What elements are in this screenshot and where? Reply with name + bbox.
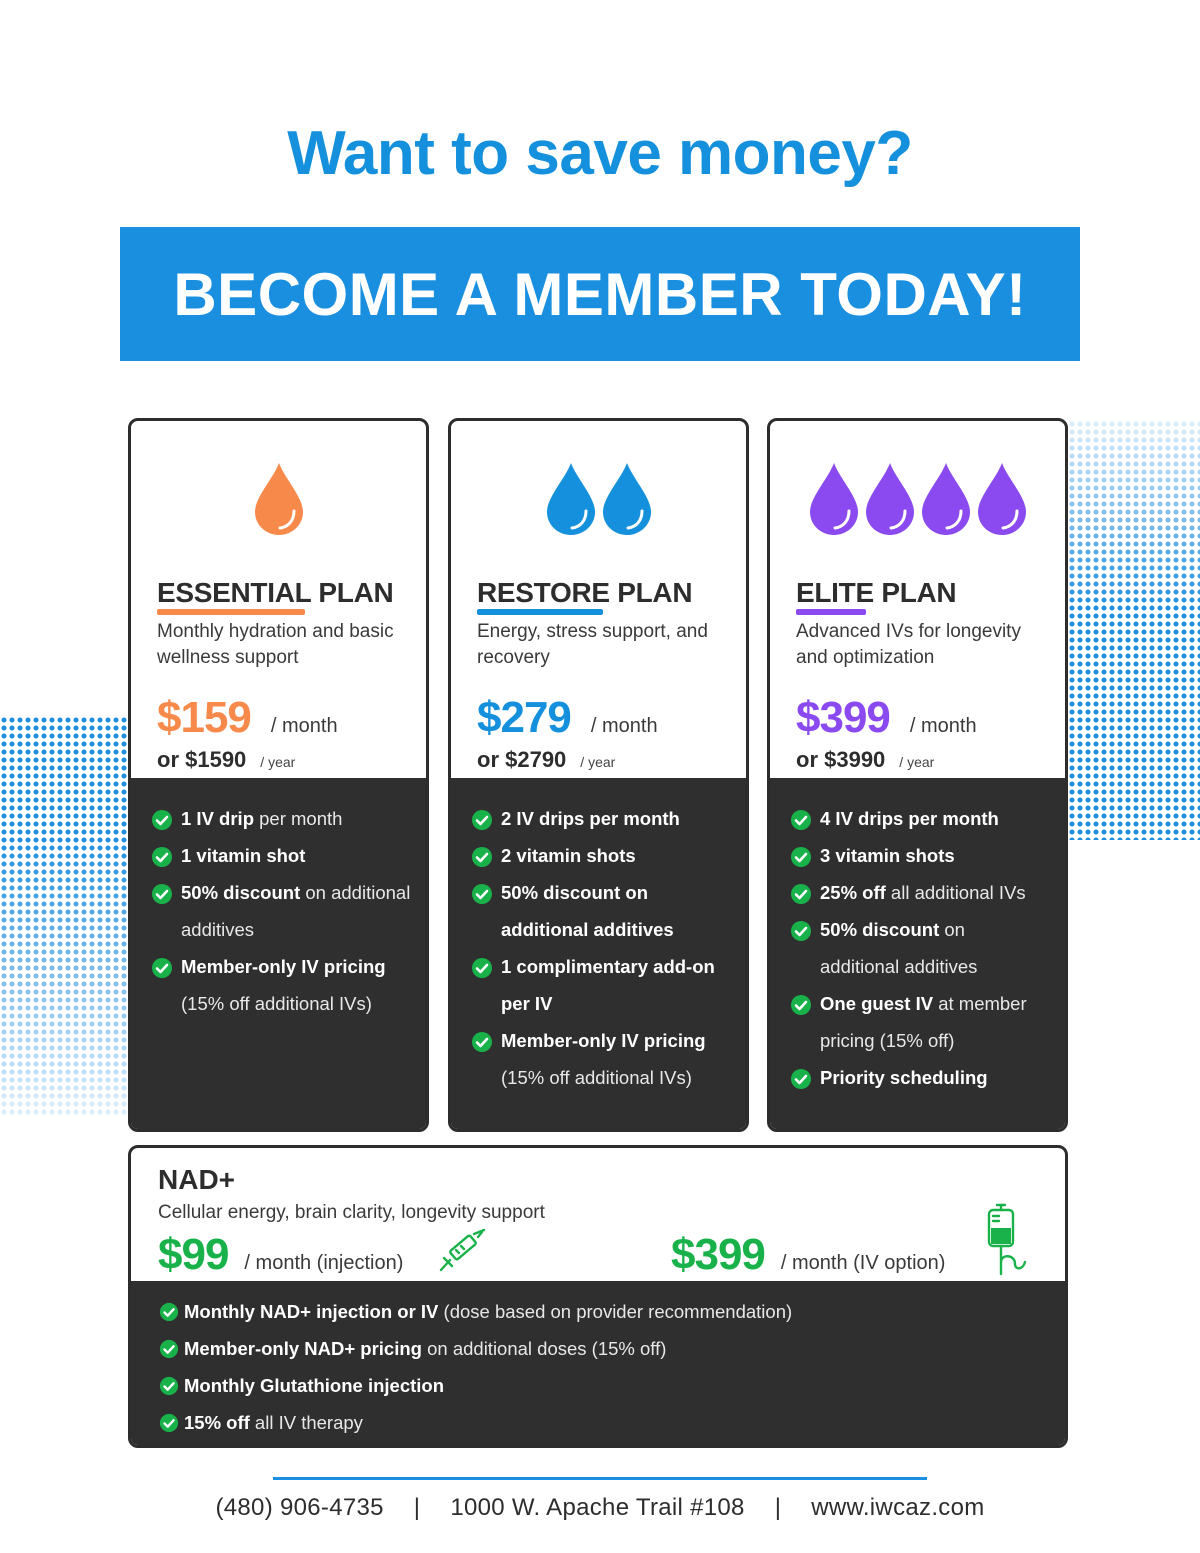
check-icon — [790, 809, 812, 831]
year-price-unit: / year — [580, 754, 616, 770]
dot-pattern-right — [1068, 420, 1200, 840]
feature-text: all IV therapy — [249, 1412, 363, 1433]
check-icon — [790, 1068, 812, 1090]
feature-item — [790, 800, 1065, 837]
price-amount: $399 — [671, 1230, 765, 1279]
water-drop-icon — [600, 461, 654, 537]
feature-text: (dose based on provider recommendation) — [438, 1301, 793, 1322]
price-unit: / month (IV option) — [780, 1252, 946, 1274]
headline: Want to save money? — [287, 119, 913, 188]
nad-description: Cellular energy, brain clarity, longevity support — [158, 1202, 545, 1223]
feature-list — [451, 778, 746, 1132]
feature-bold: Member-only IV pricing — [181, 956, 386, 977]
title-underline — [477, 609, 603, 615]
feature-bold: 1 IV drip — [181, 808, 254, 829]
price-amount: $279 — [477, 693, 571, 742]
monthly-price — [477, 693, 658, 743]
check-icon — [158, 1376, 180, 1396]
monthly-price — [796, 693, 977, 743]
plan-card-essential — [128, 418, 429, 1132]
feature-text: at member pricing (15% off) — [820, 993, 1027, 1051]
year-price-unit: / year — [260, 754, 296, 770]
nad-feature-list — [131, 1281, 1065, 1448]
feature-bold: 3 vitamin shots — [820, 845, 955, 866]
iv-bag-icon — [981, 1202, 1035, 1280]
feature-bold: Monthly Glutathione injection — [184, 1375, 445, 1396]
check-icon — [151, 957, 173, 979]
contact-footer — [0, 1494, 1200, 1522]
feature-text: per month — [254, 808, 343, 829]
yearly-price — [796, 747, 934, 773]
check-icon — [471, 1031, 493, 1053]
phone-number[interactable]: (480) 906-4735 — [215, 1494, 384, 1521]
price-unit: / month — [590, 715, 658, 737]
feature-bold: Member-only NAD+ pricing — [184, 1338, 422, 1359]
plan-card-restore — [448, 418, 749, 1132]
year-price-amount: or $3990 — [796, 747, 886, 772]
feature-bold: 25% off — [820, 882, 886, 903]
water-drop-icon — [975, 461, 1029, 537]
water-drop-icon — [544, 461, 598, 537]
nad-card — [128, 1145, 1068, 1448]
feature-text: (15% off additional IVs) — [181, 993, 372, 1014]
price-unit: / month — [909, 715, 977, 737]
check-icon — [471, 883, 493, 905]
check-icon — [471, 846, 493, 868]
feature-bold: 1 complimentary add-on per IV — [501, 956, 715, 1014]
feature-item — [790, 985, 1065, 1059]
feature-item — [151, 800, 426, 837]
water-drop-icon — [863, 461, 917, 537]
feature-item — [471, 874, 746, 948]
feature-list — [131, 778, 426, 1132]
feature-item — [151, 948, 426, 1022]
check-icon — [151, 846, 173, 868]
title-underline — [157, 609, 305, 615]
feature-item — [471, 948, 746, 1022]
feature-bold: 15% off — [184, 1412, 250, 1433]
feature-item — [790, 1059, 1065, 1096]
feature-text: (15% off additional IVs) — [501, 1067, 692, 1088]
feature-text: on additional additives — [820, 919, 978, 977]
drop-icons — [131, 461, 426, 537]
water-drop-icon — [919, 461, 973, 537]
feature-item — [471, 1022, 746, 1096]
check-icon — [151, 883, 173, 905]
drop-icons — [770, 461, 1065, 537]
feature-bold: 2 vitamin shots — [501, 845, 636, 866]
water-drop-icon — [807, 461, 861, 537]
nad-injection-price — [158, 1230, 403, 1280]
yearly-price — [157, 747, 295, 773]
yearly-price — [477, 747, 615, 773]
feature-bold: Priority scheduling — [820, 1067, 988, 1088]
monthly-price — [157, 693, 338, 743]
syringe-icon — [436, 1228, 488, 1278]
feature-list — [770, 778, 1065, 1132]
separator: | — [774, 1494, 782, 1521]
check-icon — [151, 809, 173, 831]
plan-title: ESSENTIAL PLAN — [157, 577, 394, 608]
water-drop-icon — [252, 461, 306, 537]
feature-item — [790, 911, 1065, 985]
drop-icons — [451, 461, 746, 537]
feature-bold: 50% discount on additional additives — [501, 882, 674, 940]
feature-item — [790, 837, 1065, 874]
nad-title: NAD+ — [158, 1164, 236, 1195]
feature-bold: 1 vitamin shot — [181, 845, 306, 866]
feature-item — [158, 1293, 1065, 1330]
check-icon — [158, 1339, 180, 1359]
check-icon — [471, 809, 493, 831]
year-price-unit: / year — [899, 754, 935, 770]
feature-bold: 4 IV drips per month — [820, 808, 999, 829]
price-amount: $159 — [157, 693, 251, 742]
feature-item — [158, 1330, 1065, 1367]
check-icon — [158, 1413, 180, 1433]
check-icon — [790, 920, 812, 942]
plan-description: Energy, stress support, and recovery — [477, 621, 708, 668]
price-unit: / month — [270, 715, 338, 737]
feature-item — [158, 1367, 1065, 1404]
check-icon — [790, 846, 812, 868]
feature-item — [151, 874, 426, 948]
title-underline — [796, 609, 866, 615]
feature-bold: Member-only IV pricing — [501, 1030, 706, 1051]
address: 1000 W. Apache Trail #108 — [450, 1494, 745, 1521]
year-price-amount: or $2790 — [477, 747, 567, 772]
plan-title: ELITE PLAN — [796, 577, 957, 608]
feature-item — [790, 874, 1065, 911]
plan-card-elite — [767, 418, 1068, 1132]
feature-text: all additional IVs — [885, 882, 1026, 903]
feature-item — [151, 837, 426, 874]
feature-bold: One guest IV — [820, 993, 934, 1014]
feature-bold: 2 IV drips per month — [501, 808, 680, 829]
banner-text: BECOME A MEMBER TODAY! — [173, 260, 1027, 328]
plan-description: Advanced IVs for longevity and optimization — [796, 621, 1021, 668]
price-amount: $99 — [158, 1230, 229, 1279]
feature-bold: 50% discount — [820, 919, 940, 940]
check-icon — [471, 957, 493, 979]
feature-text: on additional additives — [181, 882, 411, 940]
feature-item — [471, 837, 746, 874]
year-price-amount: or $1590 — [157, 747, 247, 772]
price-unit: / month (injection) — [244, 1252, 404, 1274]
feature-item — [471, 800, 746, 837]
footer-divider — [273, 1477, 927, 1480]
dot-pattern-left — [0, 716, 132, 1116]
price-amount: $399 — [796, 693, 890, 742]
separator: | — [413, 1494, 421, 1521]
check-icon — [158, 1302, 180, 1322]
feature-item — [158, 1404, 1065, 1441]
member-banner — [120, 227, 1080, 361]
nad-iv-price — [671, 1230, 945, 1280]
feature-bold: 50% discount — [181, 882, 301, 903]
plan-description: Monthly hydration and basic wellness support — [157, 621, 394, 668]
feature-bold: Monthly NAD+ injection or IV — [184, 1301, 439, 1322]
feature-text: on additional doses (15% off) — [421, 1338, 667, 1359]
check-icon — [790, 994, 812, 1016]
website-link[interactable]: www.iwcaz.com — [811, 1494, 985, 1521]
check-icon — [790, 883, 812, 905]
plan-title: RESTORE PLAN — [477, 577, 693, 608]
